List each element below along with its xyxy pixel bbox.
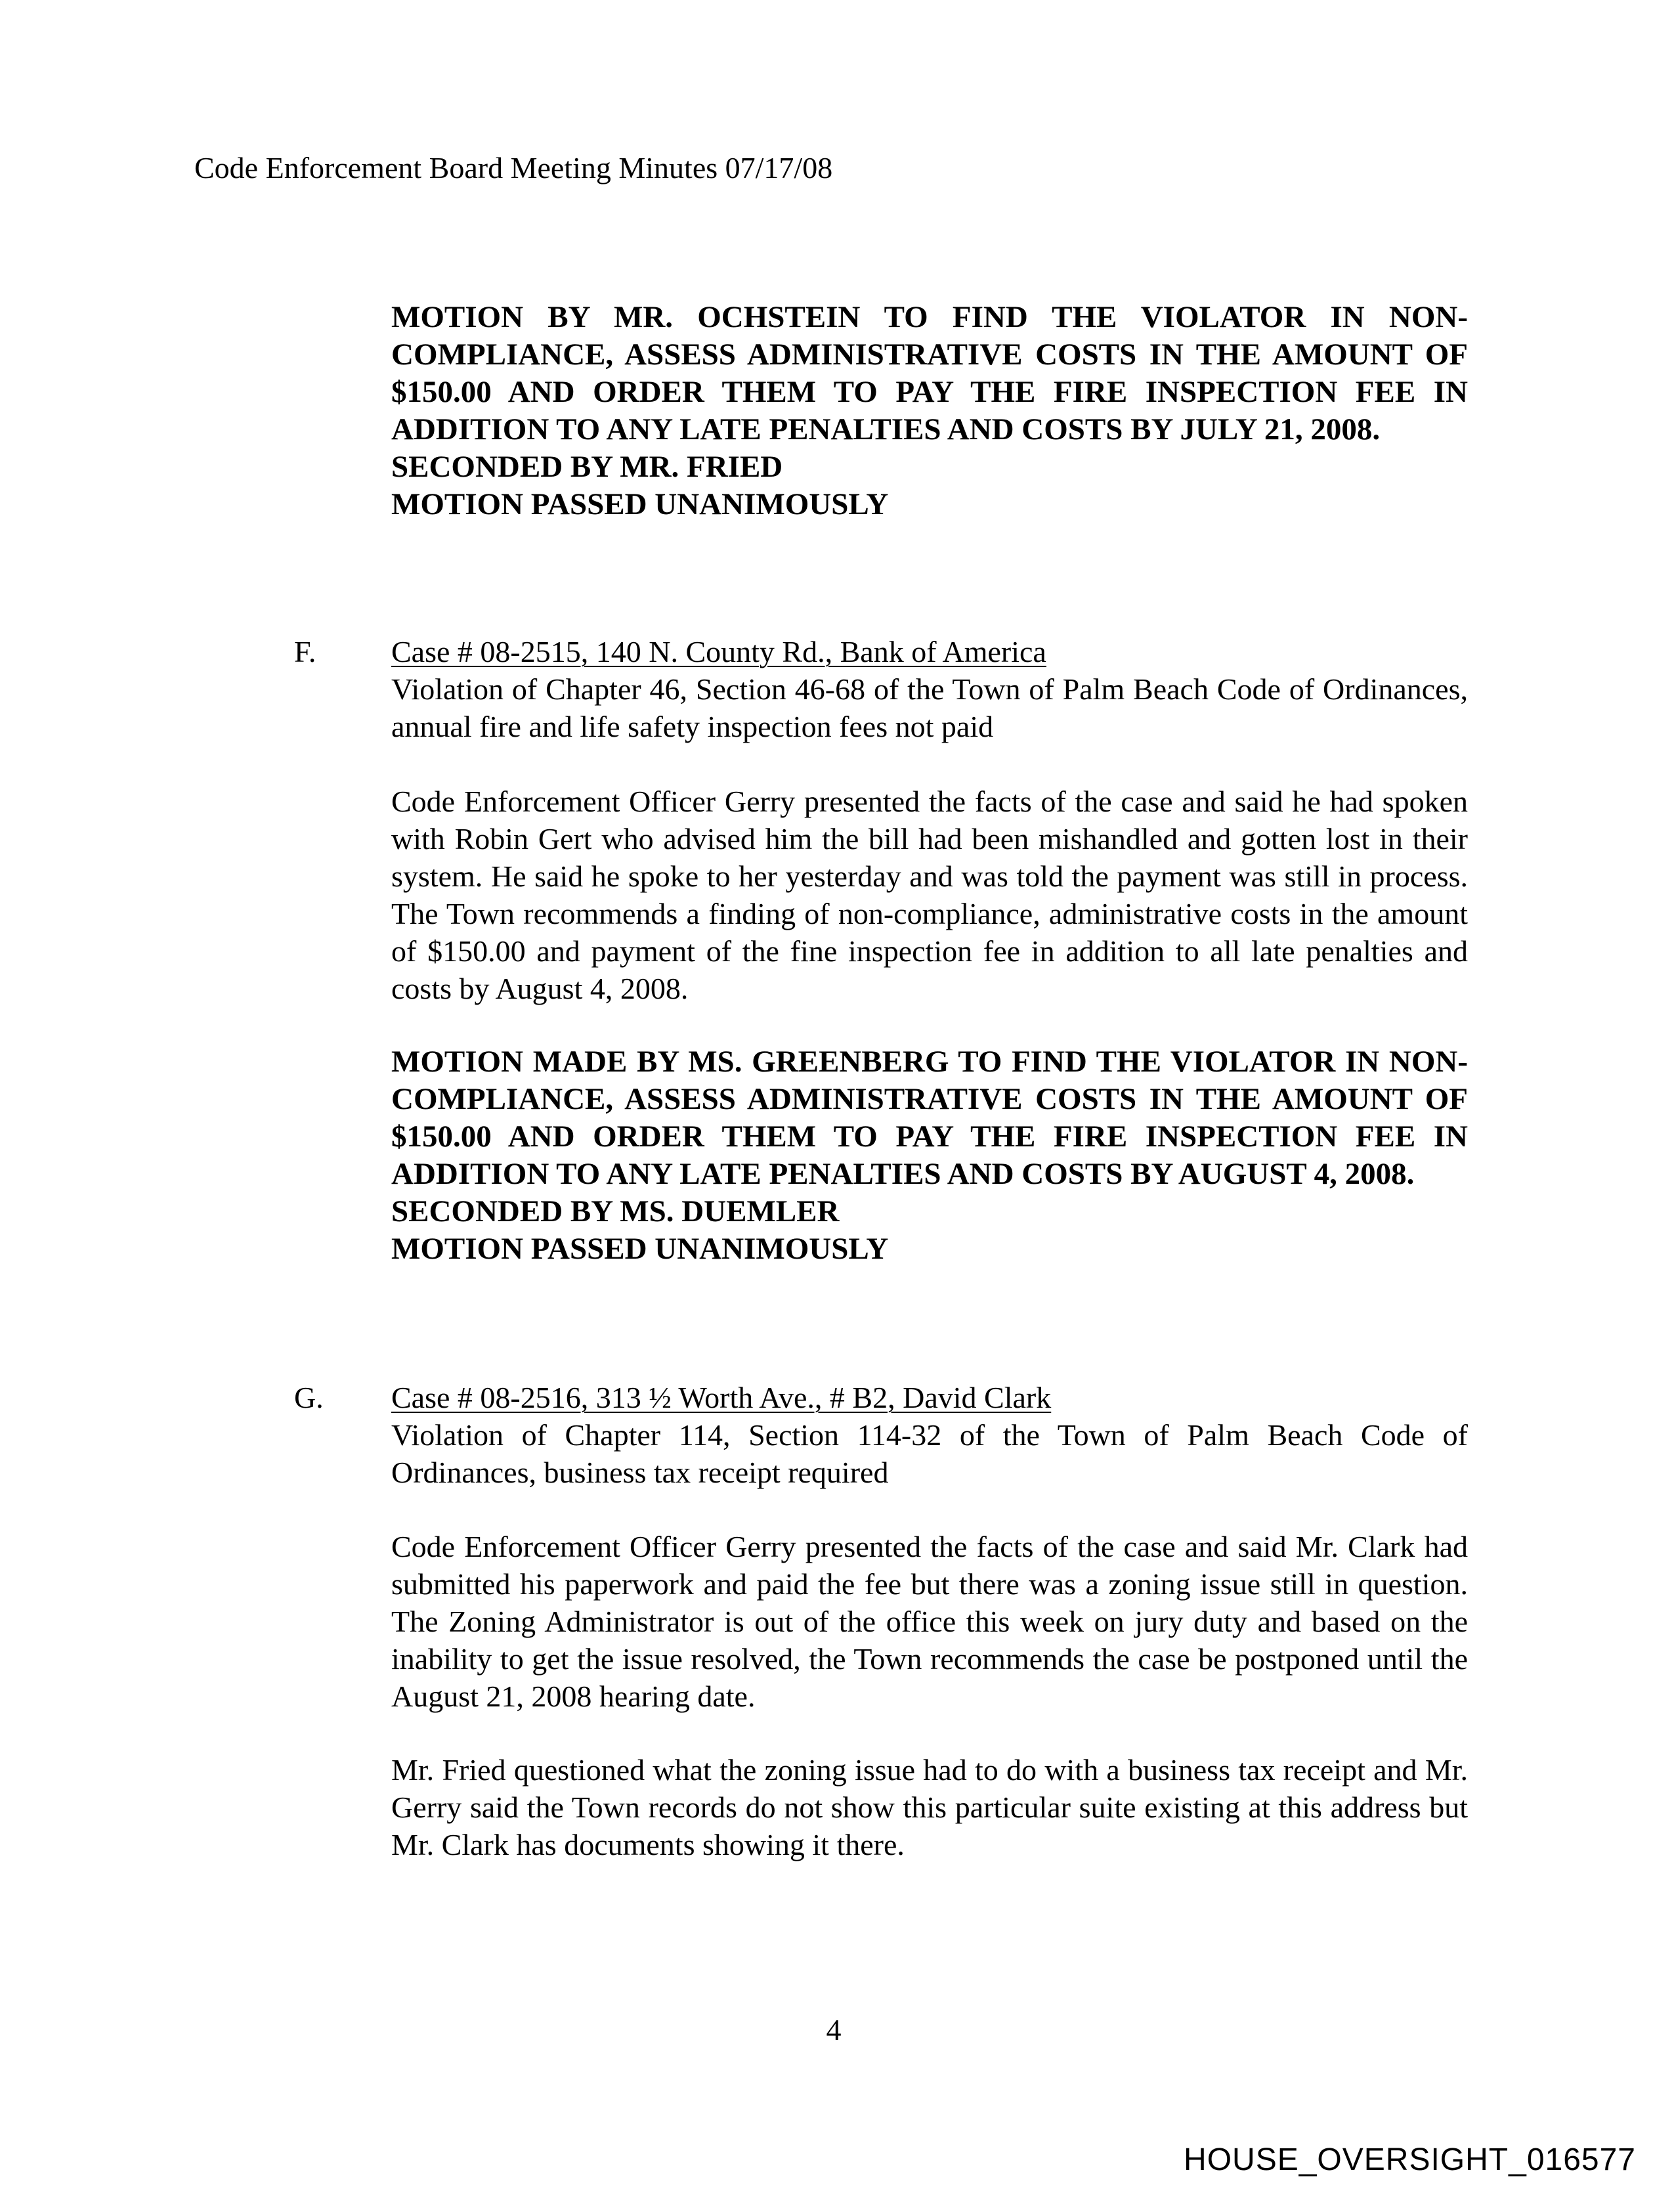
case-f-facts: Code Enforcement Officer Gerry presented the facts of the case and said he had spoken with Robin Gert who advised him the bill had been mishandled and gotten lost in their system. He said he spoke to her yesterday and was told the payment was still in process. The Town recommends a finding of non-compliance, administrative costs in the amount of $150.00 and payment of the fine inspection fee in addition to all late penalties and costs by August 4, 2008.	[391, 785, 1468, 1005]
motion-1-result: MOTION PASSED UNANIMOUSLY	[391, 487, 889, 521]
case-g-title: Case # 08-2516, 313 ½ Worth Ave., # B2, David Clark	[391, 1381, 1052, 1414]
case-f-violation: Violation of Chapter 46, Section 46-68 of the Town of Palm Beach Code of Ordinances, annual fire and life safety inspection fees not paid	[391, 672, 1468, 743]
bates-number: HOUSE_OVERSIGHT_016577	[1184, 2142, 1636, 2177]
motion-1	[391, 299, 1468, 523]
case-f-letter: F.	[294, 635, 316, 668]
case-f-motion-text: MOTION MADE BY MS. GREENBERG TO FIND THE VIOLATOR IN NON-COMPLIANCE, ASSESS ADMINISTRATIVE COSTS IN THE AMOUNT OF $150.00 AND ORDER THEM TO PAY THE FIRE INSPECTION FEE IN ADDITION TO ANY LATE PENALTIES AND COSTS BY AUGUST 4, 2008.	[391, 1045, 1468, 1191]
case-g-letter: G.	[294, 1381, 324, 1414]
case-g-violation: Violation of Chapter 114, Section 114-32 of the Town of Palm Beach Code of Ordinances, business tax receipt required	[391, 1418, 1468, 1489]
motion-1-text: MOTION BY MR. OCHSTEIN TO FIND THE VIOLATOR IN NON-COMPLIANCE, ASSESS ADMINISTRATIVE COSTS IN THE AMOUNT OF $150.00 AND ORDER THEM TO PAY THE FIRE INSPECTION FEE IN ADDITION TO ANY LATE PENALTIES AND COSTS BY JULY 21, 2008.	[391, 300, 1468, 446]
case-g-heading	[391, 1379, 1468, 1491]
case-g-facts: Code Enforcement Officer Gerry presented the facts of the case and said Mr. Clark had submitted his paperwork and paid the fee but there was a zoning issue still in question. The Zoning Administrator is out of the office this week on jury duty and based on the inability to get the issue resolved, the Town recommends the case be postponed until the August 21, 2008 hearing date.	[391, 1530, 1468, 1713]
page-header: Code Enforcement Board Meeting Minutes 07/17/08	[194, 151, 833, 184]
case-f-title: Case # 08-2515, 140 N. County Rd., Bank of America	[391, 635, 1046, 668]
case-f-motion-result: MOTION PASSED UNANIMOUSLY	[391, 1232, 889, 1266]
case-f-motion-seconded: SECONDED BY MS. DUEMLER	[391, 1194, 840, 1228]
case-f-heading	[391, 633, 1468, 745]
case-f-motion	[391, 1043, 1468, 1268]
case-g-discussion: Mr. Fried questioned what the zoning issue had to do with a business tax receipt and Mr. Gerry said the Town records do not show this particular suite existing at this address but Mr. Clark has documents showing it there.	[391, 1753, 1468, 1861]
motion-1-seconded: SECONDED BY MR. FRIED	[391, 450, 783, 484]
page-number: 4	[826, 2013, 842, 2047]
